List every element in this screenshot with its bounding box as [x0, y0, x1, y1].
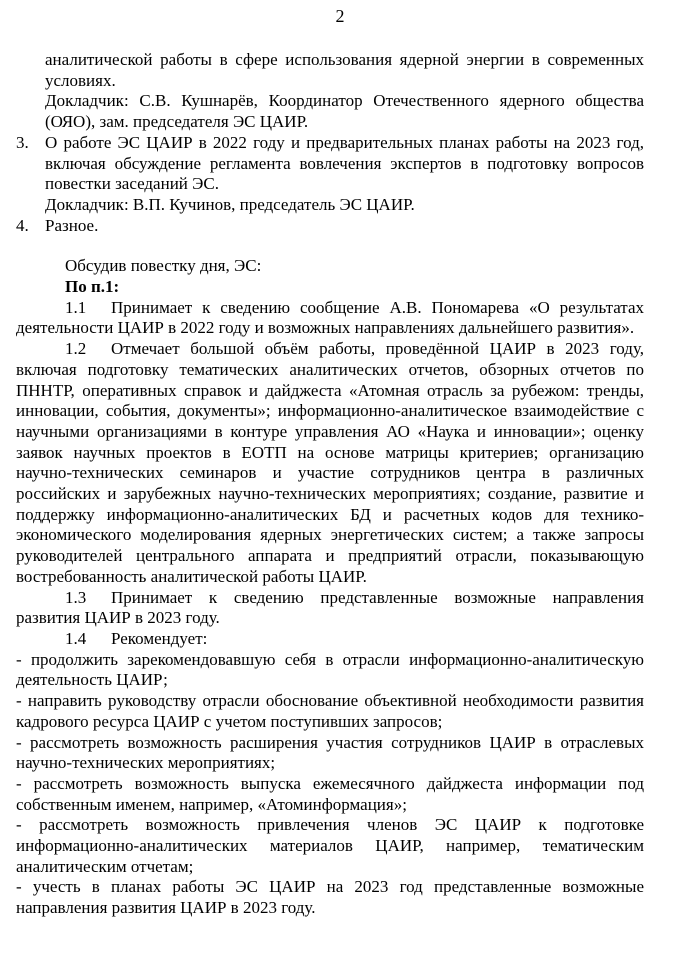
clause-number: 1.3	[65, 587, 87, 607]
agenda-item	[16, 216, 644, 237]
speaker-line: Докладчик: С.В. Кушнарёв, Координатор Отечественного ядерного общества (ОЯО), зам. председателя ЭС ЦАИР.	[45, 91, 644, 132]
agenda-item-speaker: Докладчик: В.П. Кучинов, председатель ЭС ЦАИР.	[45, 194, 415, 214]
agenda-item-text: Разное.	[45, 215, 99, 235]
page-number: 2	[335, 6, 345, 26]
agenda-item-number: 3.	[16, 132, 29, 152]
clause-1-2	[16, 339, 644, 587]
clause-1-4	[16, 629, 644, 650]
clause-text: Отмечает большой объём работы, проведённой ЦАИР в 2023 году, включая подготовку тематических аналитических отчетов, обзорных отчетов по ПННТР, оперативных справок и дайджеста «Атомная отрасль за рубежом: тренды, инновации, события, документы»; информационно-аналитическое взаимодействие с научными организациями в контуре управления АО «Наука и инновации»; оценку заявок научных проектов в ЕОТП на основе матрицы критериев; организацию научно-технических семинаров и участие сотрудников центра в различных российских и зарубежных научно-технических мероприятиях; создание, развитие и поддержку информационно-аналитических БД и расчетных кодов для технико-экономического моделирования ядерных энергетических систем; а также запросы руководителей центрального аппарата и предприятий отрасли, показывающую востребованность аналитической работы ЦАИР.	[16, 339, 644, 586]
continuation-text: аналитической работы в сфере использования ядерной энергии в современных условиях.	[45, 50, 644, 90]
section-heading: По п.1:	[65, 277, 120, 297]
discussion-intro: Обсудив повестку дня, ЭС:	[65, 256, 262, 276]
recommendation-item: - продолжить зарекомендовавшую себя в отрасли информационно-аналитическую деятельность ЦАИР;	[16, 649, 644, 690]
clause-text: Принимает к сведению представленные возможные направления развития ЦАИР в 2023 году.	[16, 587, 644, 628]
recommendation-item: - направить руководству отрасли обоснование объективной необходимости развития кадрового ресурса ЦАИР с учетом поступивших запросов;	[16, 691, 644, 731]
clause-number: 1.4	[65, 628, 87, 648]
recommendation-item: - рассмотреть возможность выпуска ежемесячного дайджеста информации под собственным именем, например, «Атоминформация»;	[16, 773, 644, 814]
clause-1-3	[16, 588, 644, 629]
agenda-item	[16, 133, 644, 216]
recommendation-item: - рассмотреть возможность привлечения членов ЭС ЦАИР к подготовке информационно-аналитических материалов ЦАИР, например, тематическим аналитическим отчетам;	[16, 815, 644, 876]
spacer	[16, 236, 644, 256]
clause-number: 1.1	[65, 297, 87, 317]
clause-text: Принимает к сведению сообщение А.В. Пономарева «О результатах деятельности ЦАИР в 2022 году и возможных направлениях дальнейшего развития».	[16, 297, 644, 338]
recommendation-item: - учесть в планах работы ЭС ЦАИР на 2023 год представленные возможные направления развития ЦАИР в 2023 году.	[16, 877, 644, 918]
clause-1-1	[16, 298, 644, 339]
agenda-item-text: О работе ЭС ЦАИР в 2022 году и предварительных планах работы на 2023 год, включая обсуждение регламента вовлечения экспертов в подготовку вопросов повестки заседаний ЭС.	[45, 132, 644, 194]
document-body	[16, 50, 644, 919]
agenda-item-number: 4.	[16, 215, 29, 235]
clause-text: Рекомендует:	[111, 628, 208, 648]
recommendation-item: - рассмотреть возможность расширения участия сотрудников ЦАИР в отраслевых научно-технических мероприятиях;	[16, 732, 644, 773]
clause-number: 1.2	[65, 339, 87, 359]
